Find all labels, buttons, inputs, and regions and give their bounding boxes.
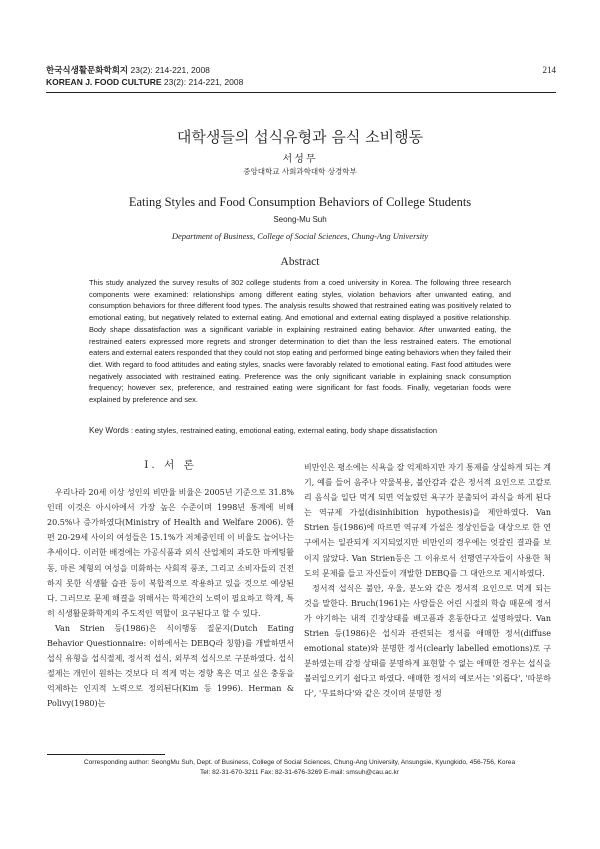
abstract-text: This study analyzed the survey results of 302 college students from a coed university in Korea. The following three research components were examined: relationships among different eating styles, violation behaviors after unwanted eating, and consumption behaviors for three different food types. The analysis results showed that restrained eating was positively related to emotional eating, but negatively related to external eating. And emotional and external eating displayed a positive relationship. Body shape dissatisfaction was a significant variable in explaining restrained eating behavior. After unwanted eating, the restrained eaters expressed more regrets and stronger determination to diet than the less restrained eaters. The emotional eaters and external eaters responded that they could not stop eating and performed binge eating behaviors when they failed their diet. With regard to food attitudes and eating styles, snacks were favorably related to emotional eating. Fast food attitudes were negatively associated with restrained eating. Preference was the only significant variable in explaining snack consumption frequency; however sex, preference, and restrained eating were significant for fast foods. Finally, vegetarian foods were explained by preference and sex. <box>89 278 511 405</box>
corresponding-author-footnote <box>47 758 552 778</box>
author-english: Seong-Mu Suh <box>273 215 327 224</box>
body-paragraph: 비만인은 평소에는 식욕을 잘 억제하지만 자기 통제를 상실하게 되는 계기, 예를 들어 음주나 약물복용, 불안감과 같은 정서적 요인으로 고칼로리 음식을 일단 먹게 되면 억눌렸던 욕구가 분출되어 과식을 하게 된다는 역규제 가설(disinhibition hypothesis)을 제안하였다. Van Strien 등(1986)에 따르면 역규제 가설은 정상인들을 대상으로 한 연구에서는 일관되게 지지되었지만 비만인의 경우에는 엇갈린 결과를 보이지 않았다. Van Strien등은 그 이유로서 선행연구자들이 사용한 척도의 문제를 들고 자신들이 개발한 DEBQ를 그 대안으로 제시하였다. <box>304 463 551 578</box>
keywords-list: : eating styles, restrained eating, emotional eating, external eating, body shape dissatisfaction <box>128 426 438 435</box>
journal-line-korean <box>46 64 243 76</box>
footnote-divider <box>47 754 165 755</box>
page-number: 214 <box>542 65 556 75</box>
keywords <box>89 426 511 435</box>
journal-header <box>46 64 243 88</box>
body-column-left <box>47 456 294 712</box>
journal-name-english: KOREAN J. FOOD CULTURE <box>46 77 162 87</box>
title-korean: 대학생들의 섭식유형과 음식 소비행동 <box>176 128 424 146</box>
body-column-right <box>304 460 551 702</box>
affiliation-korean: 중앙대학교 사회과학대학 상경학부 <box>243 167 357 176</box>
section-heading-introduction: I. 서 론 <box>144 459 197 471</box>
header-divider <box>46 92 556 93</box>
footnote-address: Corresponding author: SeongMu Suh, Dept. of Business, College of Social Sciences, Chung-Ang University, Ansungsie, Kyungkido, 456-756, Korea <box>83 759 516 766</box>
journal-volume-english: 23(2): 214-221, 2008 <box>163 77 244 87</box>
footnote-contact: Tel: 82-31-670-3211 Fax: 82-31-676-3269 E-mail: smsuh@cau.ac.kr <box>200 769 399 776</box>
journal-volume-korean: 23(2): 214-221, 2008 <box>130 65 210 75</box>
title-english: Eating Styles and Food Consumption Behaviors of College Students <box>128 195 472 209</box>
affiliation-english: Department of Business, College of Social Sciences, Chung-Ang University <box>171 231 429 241</box>
body-paragraph: Van Strien 등(1986)은 식이행동 질문지(Dutch Eating Behavior Questionnaire: 이하에서는 DEBQ라 칭함)를 개발하면서 섭식 유형을 섭식절제, 정서적 섭식, 외부적 섭식으로 구분하였다. 섭식절제는 개인이 원하는 것보다 더 적게 먹는 경향 혹은 먹고 싶은 충동을 억제하는 인지적 노력으로 정의된다(Kim 등 1996). Herman & Polivy(1980)는 <box>47 623 294 709</box>
abstract-heading: Abstract <box>280 256 320 268</box>
journal-name-korean: 한국식생활문화학회지 <box>46 65 129 75</box>
author-korean: 서성무 <box>282 154 318 165</box>
journal-line-english <box>46 76 243 88</box>
body-paragraph: 정서적 섭식은 불안, 우울, 분노와 같은 정서적 요인으로 먹게 되는 것을 말한다. Bruch(1961)는 사람들은 어린 시절의 학습 때문에 정서가 야기하는 내적 긴장상태를 배고픔과 혼동한다고 설명하였다. Van Strien 등(1986)은 섭식과 관련되는 정서를 애매한 정서(diffuse emotional state)와 분명한 정서(clearly labelled emotions)로 구분하였는데 감정 상태를 분명하게 표현할 수 없는 애매한 경우는 섭식을 불러일으키기 쉽다고 하였다. 애매한 정서의 예로서는 '외롭다', '따분하다', '무료하다'와 같은 것이며 분명한 정 <box>304 583 551 699</box>
keywords-label: Key Words <box>89 426 129 435</box>
body-paragraph: 우리나라 20세 이상 성인의 비만율 비율은 2005년 기준으로 31.8%인데 이것은 아시아에서 가장 높은 수준이며 1998년 통계에 비해 20.5%나 증가하였다(Ministry of Health and Welfare 2006). 한편 20-29세 사이의 여성들은 15.1%가 저체중인데 이 비율도 늘어나는 추세이다. 이러한 배경에는 가공식품과 외식 산업체의 과도한 마케팅활동, 마른 체형의 여성을 미화하는 사회적 풍조, 그리고 소비자들의 건전하지 못한 식생활 습관 등이 복합적으로 작용하고 있을 것으로 예상된다. 그러므로 문제 해결을 위해서는 학제간의 노력이 필요하고 학계, 특히 식생활문화학계의 주도적인 역할이 요구된다고 할 수 있다. <box>47 488 294 618</box>
